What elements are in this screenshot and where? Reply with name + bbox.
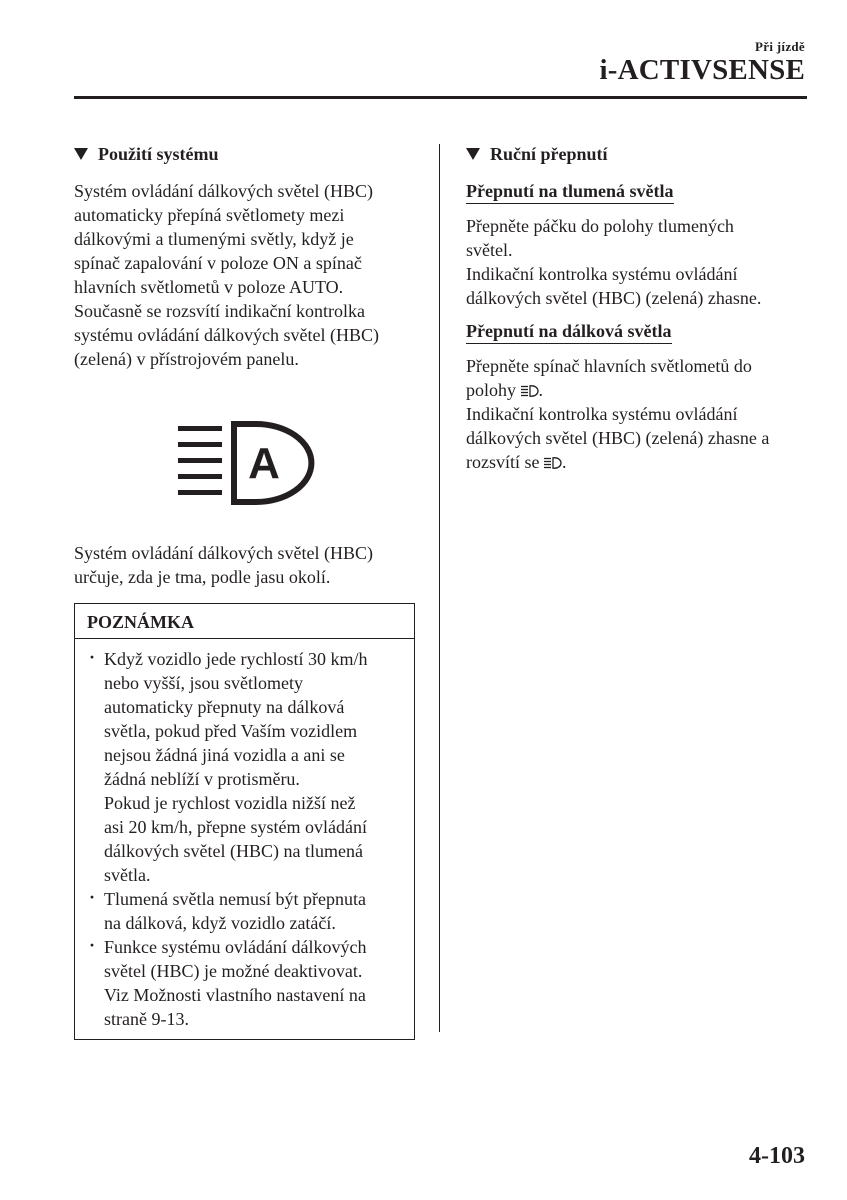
high-beam-icon [521,385,539,397]
note-title: POZNÁMKA [75,604,414,639]
low-beam-instructions: Přepněte páčku do polohy tlumených světel. Indikační kontrolka systému ovládání dálkových světel (HBC) (zelená) zhasne. [466,216,762,308]
column-divider [439,144,440,1032]
high-beam-text-c: . [562,452,567,472]
auto-letter: A [248,439,280,488]
page-number: 4-103 [749,1143,805,1169]
note-list [75,639,414,1039]
system-description: Systém ovládání dálkových světel (HBC) automaticky přepíná světlomety mezi dálkovými a tlumenými světly, když je spínač zapalování v poloze ON a spínač hlavních světlometů v poloze AUTO. Současně se rozsvítí indikační kontrolka systému ovládání dálkových světel (HBC) (zelená) v přístrojovém panelu. [74,181,379,369]
subheading-high-beam: Přepnutí na dálková světla [466,320,672,344]
auto-high-beam-icon [178,421,318,505]
high-beam-text-a: Přepněte spínač hlavních světlometů do polohy [466,356,752,400]
triangle-bullet-icon [466,148,480,160]
right-column [466,142,811,474]
high-beam-instructions [466,354,811,474]
header-section-label: Při jízdě [755,39,805,54]
note-item: · Funkce systému ovládání dálkových světel (HBC) je možné deaktivovat. Viz Možnosti vlastního nastavení na straně 9-13. [89,935,404,1031]
note-item: · Tlumená světla nemusí být přepnuta na dálková, když vozidlo zatáčí. [89,887,404,935]
beam-lines [178,426,222,495]
left-column [74,142,419,1040]
header-chapter-title: i-ACTIVSENSE [599,54,805,86]
header-rule [74,96,807,99]
section-heading-text: Ruční přepnutí [490,144,608,164]
section-heading-manual-switch [466,142,811,166]
section-heading-text: Použití systému [98,144,219,164]
high-beam-icon [544,457,562,469]
note-box [74,603,415,1040]
section-heading-system-use [74,142,419,166]
high-beam-text-b: . Indikační kontrolka systému ovládání dálkových světel (HBC) (zelená) zhasne a rozsvítí se [466,380,770,472]
darkness-detection-text: Systém ovládání dálkových světel (HBC) určuje, zda je tma, podle jasu okolí. [74,543,373,587]
triangle-bullet-icon [74,148,88,160]
note-item: · Když vozidlo jede rychlostí 30 km/h nebo vyšší, jsou světlomety automaticky přepnuty na dálková světla, pokud před Vaším vozidlem nejsou žádná jiná vozidla a ani se žádná neblíží v protisměru. Pokud je rychlost vozidla nižší než asi 20 km/h, přepne systém ovládání dálkových světel (HBC) na tlumená světla. [89,647,404,887]
subheading-low-beam: Přepnutí na tlumená světla [466,180,674,204]
